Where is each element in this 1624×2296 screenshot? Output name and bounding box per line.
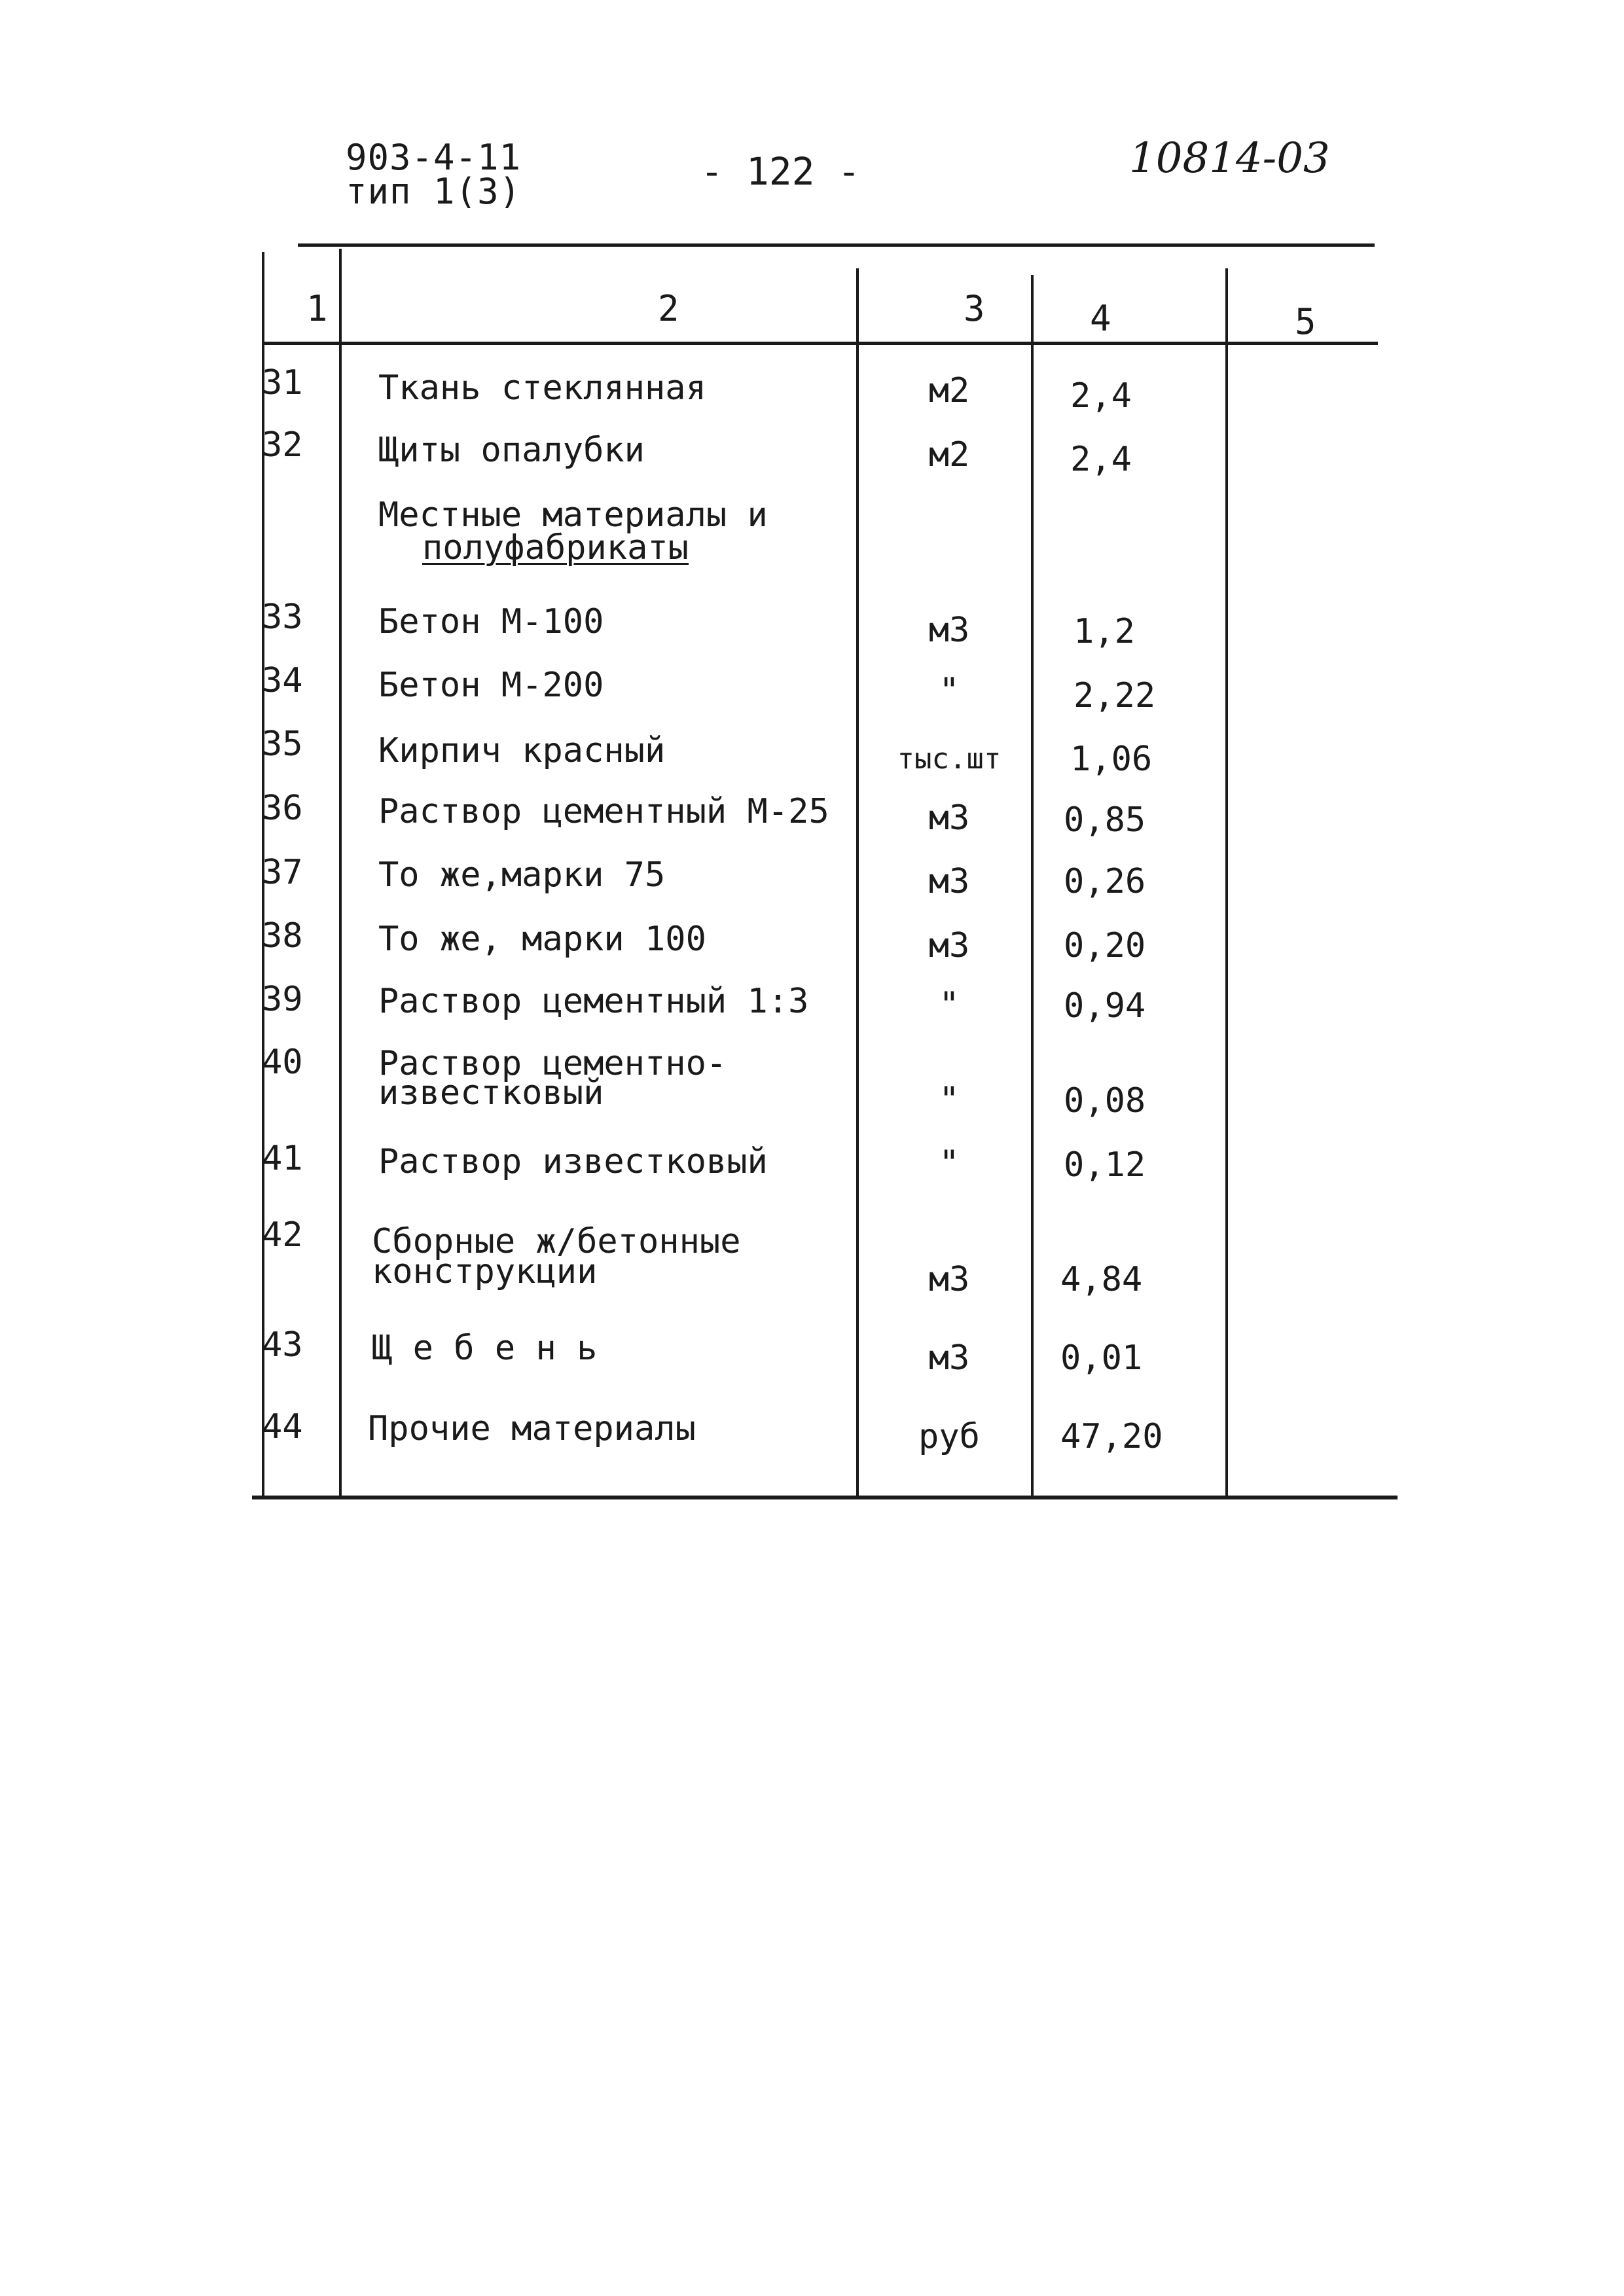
column-divider-1 [339,249,342,1496]
column-header-5: 5 [1295,301,1316,342]
row-quantity: 0,85 [1064,800,1146,840]
page-number: - 122 - [700,149,861,194]
row-quantity: 0,94 [1064,986,1146,1026]
row-number: 41 [262,1139,303,1178]
row-number: 35 [262,725,303,764]
row-unit: м3 [928,611,970,650]
row-material-name-line2: конструкции [372,1252,598,1291]
group-title-underlined: полуфабрикаты [422,528,689,567]
row-material-name: Раствор цементный 1:3 [378,982,809,1021]
row-material-name-line1: Сборные ж/бетонные [372,1222,741,1261]
row-number: 32 [262,425,303,465]
document-code-block [346,137,522,212]
row-unit: м2 [928,371,970,410]
row-number: 38 [262,916,303,956]
column-header-1: 1 [306,288,328,329]
row-material-name: Бетон М-100 [378,602,604,641]
column-header-2: 2 [658,288,679,329]
row-unit: " [939,671,960,710]
row-unit: м3 [928,926,970,965]
row-quantity: 0,20 [1064,926,1146,965]
row-unit: м3 [928,1260,970,1299]
row-unit: м3 [928,798,970,838]
column-divider-2 [856,268,859,1499]
row-unit: м3 [928,862,970,901]
row-number: 39 [262,980,303,1019]
group-title-line2 [422,528,689,567]
table-header-bottom-border [262,342,1378,345]
row-number: 42 [262,1215,303,1255]
row-number: 33 [262,598,303,637]
table-top-border [298,243,1375,247]
group-title-line1: Местные материалы и [378,495,768,535]
row-material-name: Раствор известковый [378,1142,768,1181]
row-number: 31 [262,363,303,403]
row-material-name: Кирпич красный [378,731,666,770]
row-unit: м2 [928,435,970,475]
row-quantity: 2,4 [1070,376,1132,416]
row-number: 34 [262,661,303,700]
row-number: 40 [262,1043,303,1082]
row-material-name: Бетон М-200 [378,666,604,705]
row-unit: руб [918,1417,980,1456]
row-material-name: Ткань стеклянная [378,368,706,408]
column-header-3: 3 [964,288,985,329]
row-material-name: Щиты опалубки [378,431,645,470]
row-quantity: 0,08 [1064,1081,1146,1121]
document-code: 903-4-11 [346,137,522,178]
column-header-4: 4 [1090,298,1111,339]
row-material-name-line1: Раствор цементно- [378,1044,727,1083]
row-number: 44 [262,1407,303,1446]
row-quantity: 1,06 [1070,740,1153,779]
row-quantity: 0,01 [1060,1338,1143,1378]
row-material-name: Прочие материалы [368,1409,696,1448]
column-divider-4 [1225,268,1228,1499]
row-material-name: Щ е б е н ь [372,1329,598,1368]
row-quantity: 2,4 [1070,440,1132,479]
row-number: 37 [262,853,303,892]
handwritten-reference: 10814-03 [1129,134,1330,183]
document-type: тип 1(3) [346,171,522,212]
row-material-name: То же,марки 75 [378,855,666,895]
row-quantity: 0,12 [1064,1145,1146,1185]
row-material-name: То же, марки 100 [378,920,706,959]
row-unit: тыс.шт [897,742,1001,776]
row-quantity: 4,84 [1060,1260,1143,1299]
row-quantity: 0,26 [1064,862,1146,901]
row-quantity: 2,22 [1074,676,1156,715]
row-quantity: 47,20 [1060,1417,1163,1456]
row-number: 43 [262,1325,303,1365]
row-unit: " [939,1080,960,1119]
row-unit: " [939,1143,960,1183]
row-unit: " [939,985,960,1024]
row-number: 36 [262,789,303,828]
row-material-name-line2: известковый [378,1073,604,1113]
row-quantity: 1,2 [1074,612,1135,651]
row-material-name: Раствор цементный М-25 [378,792,829,831]
row-unit: м3 [928,1338,970,1378]
